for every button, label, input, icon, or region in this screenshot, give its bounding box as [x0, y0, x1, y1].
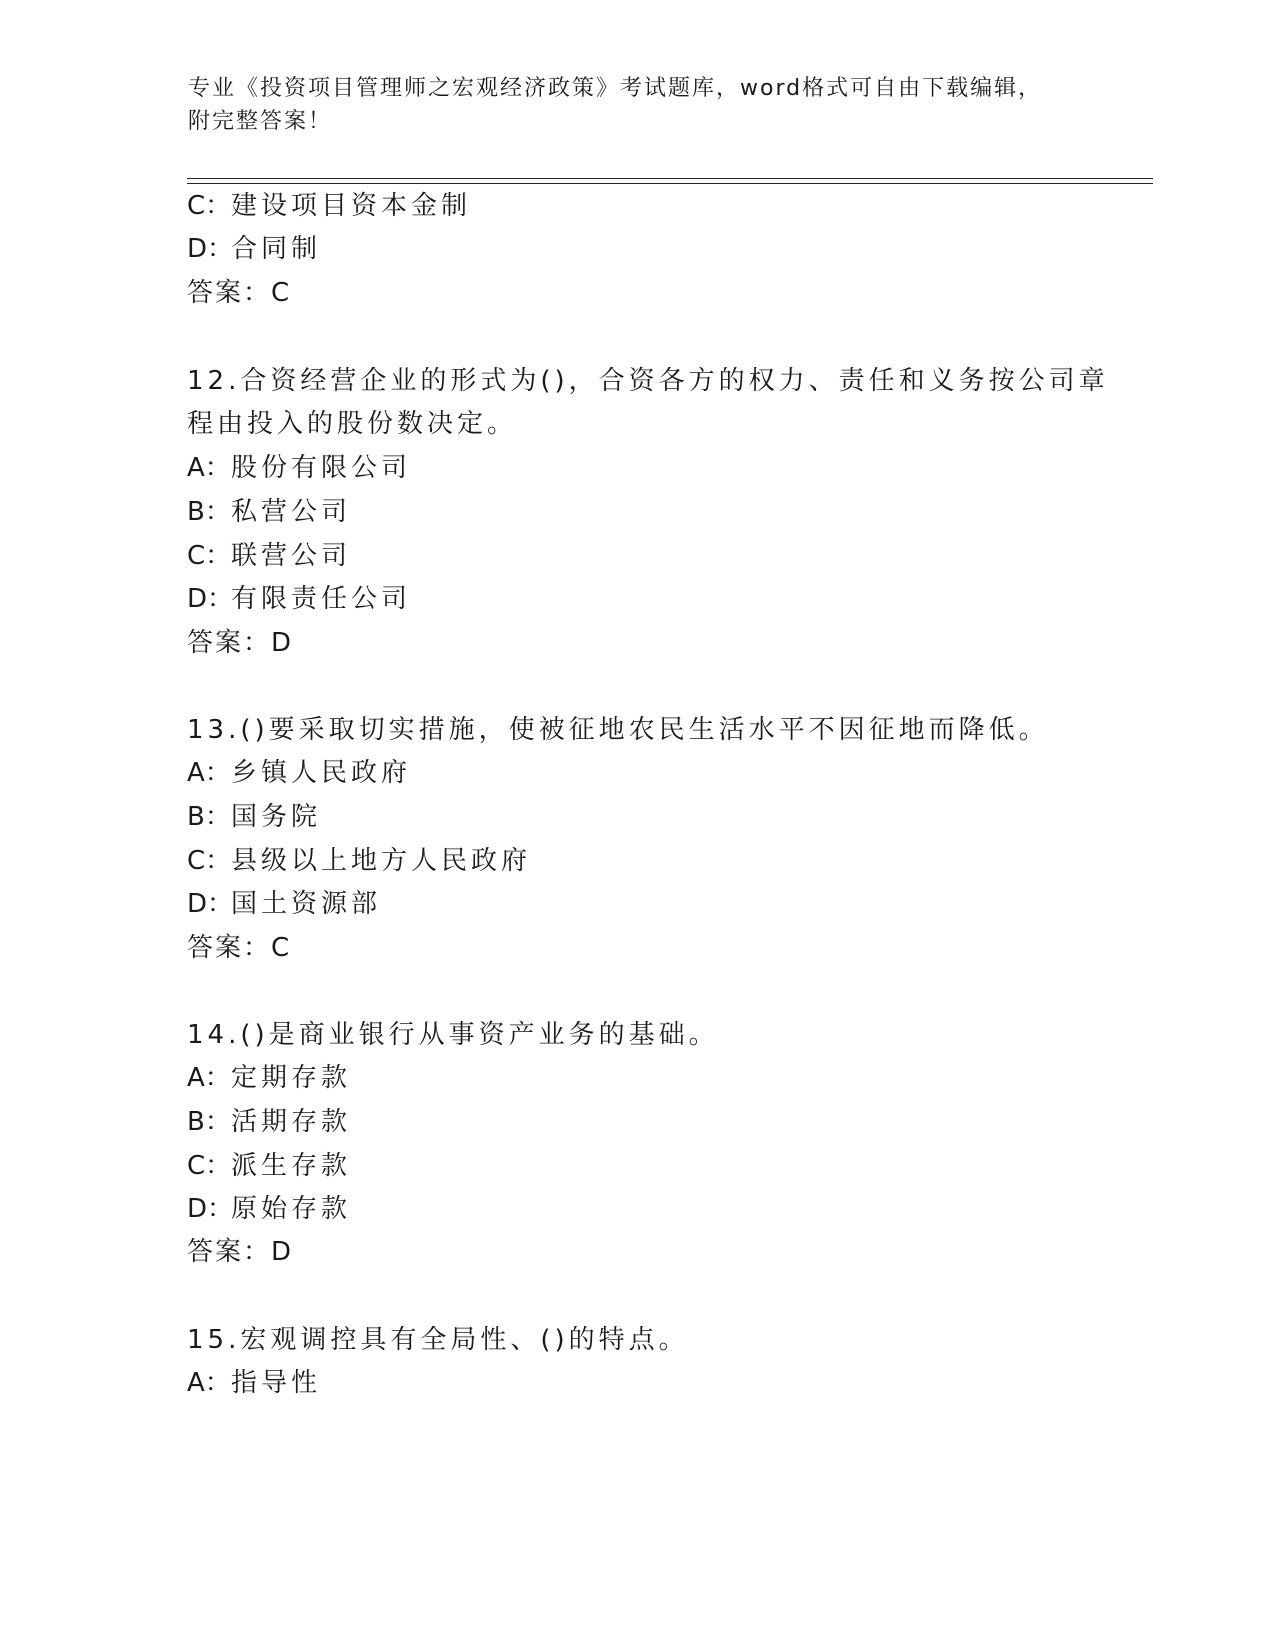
- answer-line: 答案：D: [187, 628, 294, 658]
- header-line-2: 附完整答案！: [188, 109, 333, 134]
- option-letter: B：: [187, 497, 231, 527]
- option-text: 指导性: [231, 1368, 322, 1398]
- option-row: [187, 1367, 321, 1399]
- option-text: 合同制: [231, 234, 322, 264]
- option-row: [187, 888, 381, 920]
- option-text: 国务院: [231, 802, 322, 832]
- option-letter: A：: [187, 1368, 231, 1398]
- option-text: 私营公司: [231, 497, 352, 527]
- option-text: 定期存款: [231, 1063, 352, 1093]
- option-letter: D：: [187, 234, 234, 264]
- option-text: 建设项目资本金制: [231, 191, 472, 221]
- option-row: [187, 1106, 351, 1138]
- question-stem: 14.()是商业银行从事资产业务的基础。: [187, 1020, 719, 1050]
- option-letter: A：: [187, 453, 231, 483]
- option-row: [187, 801, 321, 833]
- option-letter: C：: [187, 846, 232, 876]
- question-stem-continued: 程由投入的股份数决定。: [187, 409, 518, 439]
- option-text: 县级以上地方人民政府: [231, 846, 532, 876]
- answer-line: 答案：C: [187, 278, 292, 308]
- option-letter: C：: [187, 541, 232, 571]
- option-letter: B：: [187, 802, 231, 832]
- option-row: [187, 1062, 351, 1094]
- option-letter: A：: [187, 1063, 231, 1093]
- option-letter: A：: [187, 758, 231, 788]
- option-text: 乡镇人民政府: [231, 758, 412, 788]
- option-row: [187, 757, 411, 789]
- option-letter: D：: [187, 584, 234, 614]
- option-row: [187, 1150, 351, 1182]
- option-letter: C：: [187, 1151, 232, 1181]
- option-letter: D：: [187, 889, 234, 919]
- option-row: [187, 540, 351, 572]
- question-stem: 13.()要采取切实措施，使被征地农民生活水平不因征地而降低。: [187, 715, 1049, 745]
- option-row: [187, 583, 411, 615]
- option-text: 派生存款: [231, 1151, 352, 1181]
- header-divider-top: [187, 178, 1153, 179]
- option-letter: D：: [187, 1194, 234, 1224]
- option-text: 有限责任公司: [231, 584, 412, 614]
- header-line-1: 专业《投资项目管理师之宏观经济政策》考试题库，word格式可自由下载编辑，: [188, 76, 1043, 101]
- option-row: [187, 190, 471, 222]
- option-row: [187, 496, 351, 528]
- option-letter: B：: [187, 1107, 231, 1137]
- question-stem: 12.合资经营企业的形式为()，合资各方的权力、责任和义务按公司章: [187, 366, 1109, 396]
- option-text: 活期存款: [231, 1107, 352, 1137]
- option-letter: C：: [187, 191, 232, 221]
- question-stem: 15.宏观调控具有全局性、()的特点。: [187, 1325, 689, 1355]
- option-row: [187, 1193, 351, 1225]
- option-text: 股份有限公司: [231, 453, 412, 483]
- option-text: 联营公司: [231, 541, 352, 571]
- option-row: [187, 452, 411, 484]
- document-header: [188, 72, 1088, 138]
- answer-line: 答案：D: [187, 1237, 294, 1267]
- option-text: 国土资源部: [231, 889, 382, 919]
- answer-line: 答案：C: [187, 933, 292, 963]
- header-divider-bottom: [187, 183, 1153, 184]
- option-text: 原始存款: [231, 1194, 352, 1224]
- option-row: [187, 233, 321, 265]
- option-row: [187, 845, 531, 877]
